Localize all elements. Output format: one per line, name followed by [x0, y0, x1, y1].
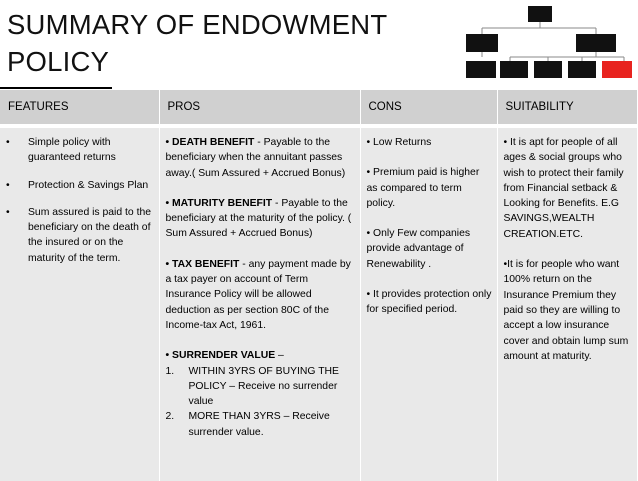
features-cell: [0, 126, 159, 481]
death-label: • DEATH BENEFIT: [165, 137, 255, 148]
pros-maturity-benefit: [166, 196, 355, 242]
org-node-right: [576, 34, 616, 52]
surrender-list: [166, 364, 355, 440]
cons-item: • It provides protection only for specified period.: [366, 289, 492, 316]
cons-cell: [360, 126, 497, 481]
feature-item: • Sum assured is paid to the beneficiary on the death of the insured or on the maturity of the term.: [6, 205, 154, 266]
cons-item: • Premium paid is higher as compared to term policy.: [366, 167, 480, 209]
feature-item: • Protection & Savings Plan: [6, 178, 154, 193]
page-title: SUMMARY OF ENDOWMENT POLICY: [7, 9, 387, 77]
org-node-bottom-1: [466, 61, 496, 78]
org-node-bottom-accent: [602, 61, 632, 78]
title-underline: [0, 87, 112, 89]
surrender-dash: –: [275, 350, 284, 362]
suitability-cell: [497, 126, 637, 481]
header-suitability: SUITABILITY: [497, 90, 637, 126]
surrender-label: • SURRENDER VALUE: [165, 350, 276, 362]
suitability-item: •It is for people who want 100% return on the Insurance Premium they paid so they are willing to accept a low insurance cover and obtain lump sum amount at maturity.: [503, 259, 629, 362]
pros-cell: [159, 126, 360, 481]
pros-death-benefit: [166, 135, 355, 181]
list-item: [166, 364, 355, 410]
tax-label: • TAX BENEFIT: [165, 258, 240, 270]
maturity-text: - Payable to the beneficiary at the maturity of the policy. ( Sum Assured + Accrued Bonus): [165, 197, 352, 240]
org-node-left: [466, 34, 498, 52]
header-cons: CONS: [360, 90, 497, 126]
header-features: FEATURES: [0, 90, 159, 126]
cons-item: • Low Returns: [366, 137, 432, 148]
pros-surrender-value: [166, 348, 355, 363]
org-node-bottom-2: [500, 61, 528, 78]
org-chart-icon: [462, 4, 634, 80]
list-text: MORE THAN 3YRS – Receive surrender value.: [188, 411, 330, 438]
org-node-top: [528, 6, 552, 22]
suitability-item: • It is apt for people of all ages & social groups who wish to protect their family from Financial setback & Looking for Benefits. E.G SAVINGS,WEALTH CREATION.ETC.: [503, 137, 624, 240]
tax-text: - any payment made by a tax payer on account of Term Insurance Policy will be allowed deduction as per section 80C of the Income-tax Act, 1961.: [165, 258, 351, 331]
pros-tax-benefit: [166, 257, 355, 333]
maturity-label: • MATURITY BENEFIT: [165, 197, 273, 209]
table-header-row: [0, 90, 637, 126]
summary-table: [0, 90, 637, 481]
death-text: - Payable to the beneficiary when the annuitant passes away.( Sum Assured + Accrued Bonus): [165, 137, 346, 179]
list-number: 2.: [165, 411, 175, 423]
org-node-bottom-3: [534, 61, 562, 78]
org-node-bottom-4: [568, 61, 596, 78]
list-item: [166, 409, 355, 440]
list-number: 1.: [165, 365, 175, 377]
table-row: [0, 126, 637, 481]
list-text: WITHIN 3YRS OF BUYING THE POLICY – Receive no surrender value: [188, 365, 339, 408]
cons-item: • Only Few companies provide advantage of Renewability .: [366, 228, 471, 270]
feature-item: • Simple policy with guaranteed returns: [6, 135, 154, 166]
header-pros: PROS: [159, 90, 360, 126]
